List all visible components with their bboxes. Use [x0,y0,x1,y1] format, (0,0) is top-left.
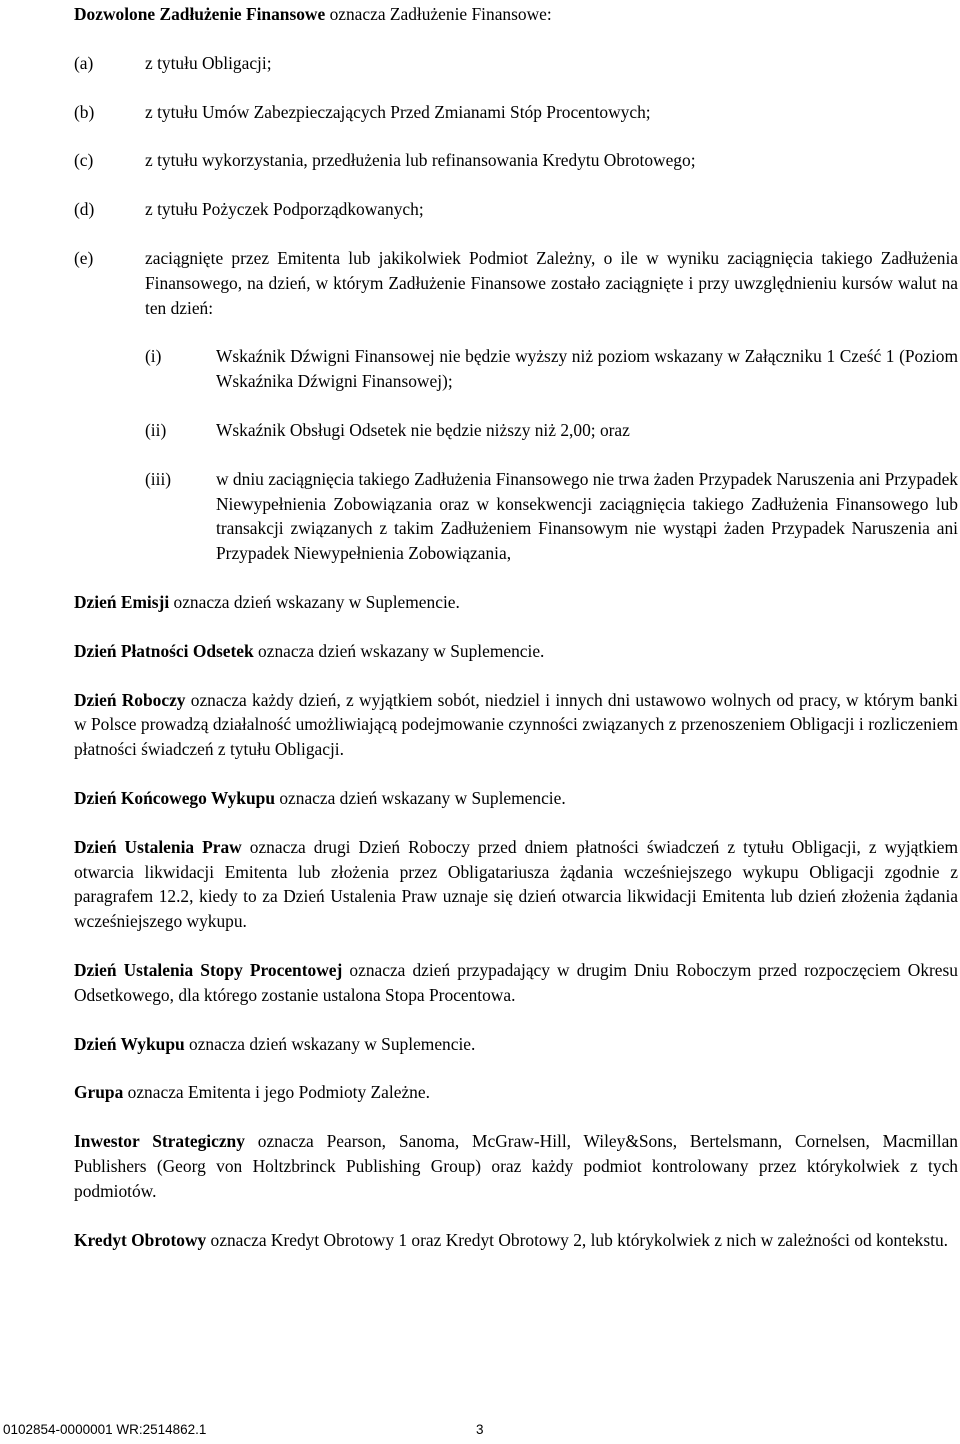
list-item-text: z tytułu Obligacji; [145,52,272,73]
sub-list-item-text: w dniu zaciągnięcia takiego Zadłużenia Finansowego nie trwa żaden Przypadek Naruszenia ani Przypadek Niewypełnienia Zobowiązania oraz w konsekwencji zaciągnięcia takiego Zadłużenia Finansowego lub transakcji związanych z takim Zadłużeniem Finansowym nie wystąpi żaden Przypadek Naruszenia ani Przypadek Niewypełnienia Zobowiązania, [216,468,958,564]
list-item-label: (d) [74,199,95,220]
definition-paragraph [74,1080,958,1105]
definition-paragraph [74,958,958,1008]
definition-term: Dzień Roboczy [74,689,186,710]
list-item [74,148,958,173]
definition-paragraph [74,1228,958,1253]
definition-text: oznacza Pearson, Sanoma, McGraw-Hill, Wiley&Sons, Bertelsmann, Cornelsen, Macmillan Publishers (Georg von Holtzbrinck Publishing Group) oraz każdy podmiot kontrolowany przez którykolwiek z tych podmiotów. [74,1131,958,1201]
definition-term: Dzień Końcowego Wykupu [74,787,275,808]
definition-term: Dzień Płatności Odsetek [74,640,254,661]
definition-term: Dzień Ustalenia Praw [74,836,242,857]
definition-text: oznacza Kredyt Obrotowy 1 oraz Kredyt Obrotowy 2, lub którykolwiek z nich w zależności od kontekstu. [206,1229,948,1250]
list-item-label: (a) [74,52,94,73]
sub-list-item-label: (ii) [145,419,167,440]
definition-term: Grupa [74,1082,124,1103]
definition-text: oznacza dzień wskazany w Suplemencie. [184,1033,476,1054]
definition-term: Kredyt Obrotowy [74,1229,207,1250]
sub-list-item [145,418,958,443]
definition-term: Inwestor Strategiczny [74,1131,245,1152]
list-item-text: z tytułu Pożyczek Podporządkowanych; [145,199,424,220]
definition-paragraph [74,590,958,615]
list-item-text: zaciągnięte przez Emitenta lub jakikolwiek Podmiot Zależny, o ile w wyniku zaciągnięcia takiego Zadłużenia Finansowego, na dzień, w którym Zadłużenie Finansowe zostało zaciągnięte i przy uwzględnieniu kursów walut na ten dzień: [145,247,958,318]
list-item-label: (b) [74,101,95,122]
definition-paragraph [74,639,958,664]
definition-text: oznacza każdy dzień, z wyjątkiem sobót, niedziel i innych dni ustawowo wolnych od pracy, w którym banki w Polsce prowadzą działalność umożliwiającą podejmowanie czynności związanych z przenoszeniem Obligacji i rozliczeniem płatności świadczeń z tytułu Obligacji. [74,689,958,760]
list-item-label: (c) [74,150,94,171]
list-item [74,246,958,320]
definition-text: oznacza dzień wskazany w Suplemencie. [275,787,566,808]
footer-page-number: 3 [476,1422,484,1437]
sub-list-item-label: (i) [145,346,162,367]
definition-text: oznacza dzień wskazany w Suplemencie. [169,591,460,612]
sub-list-item-text: Wskaźnik Dźwigni Finansowej nie będzie wyższy niż poziom wskazany w Załączniku 1 Cześć 1 (Poziom Wskaźnika Dźwigni Finansowej); [216,346,958,392]
sub-list-item [145,467,958,566]
definition-text: oznacza drugi Dzień Roboczy przed dniem płatności świadczeń z tytułu Obligacji, z wyjątkiem otwarcia likwidacji Emitenta lub złożenia przez Obligatariusza żądania wcześniejszego wykupu Obligacji zgodnie z paragrafem 12.2, kiedy to za Dzień Ustalenia Praw uznaje się dzień otwarcia likwidacji Emitenta lub dzień złożenia żądania wcześniejszego wykupu. [74,836,959,932]
definition-text: oznacza dzień wskazany w Suplemencie. [253,640,545,661]
definition-paragraph [74,1129,958,1203]
list-item-text: z tytułu wykorzystania, przedłużenia lub refinansowania Kredytu Obrotowego; [145,150,696,171]
sub-list-item [145,344,958,394]
definition-term: Dozwolone Zadłużenie Finansowe [74,4,326,24]
sub-list-item-text: Wskaźnik Obsługi Odsetek nie będzie niższy niż 2,00; oraz [216,419,630,440]
list-item [74,197,958,222]
definition-paragraph [74,1032,958,1057]
list-item-label: (e) [74,247,94,268]
definition-paragraph [74,688,958,762]
list-item-text: z tytułu Umów Zabezpieczających Przed Zmianami Stóp Procentowych; [145,101,651,122]
definition-text: oznacza Zadłużenie Finansowe: [325,4,552,24]
definition-term: Dzień Ustalenia Stopy Procentowej [74,959,343,980]
footer-doc-id: 0102854-0000001 WR:2514862.1 [3,1422,207,1437]
sub-list-item-label: (iii) [145,468,172,489]
definition-text: oznacza Emitenta i jego Podmioty Zależne. [123,1082,430,1103]
definition-paragraph [74,786,958,811]
list-item [74,100,958,125]
page-footer [3,1422,484,1438]
definition-text: oznacza dzień przypadający w drugim Dniu Roboczym przed rozpoczęciem Okresu Odsetkowego, dla którego zostanie ustalona Stopa Procentowa. [74,959,958,1005]
document-page [74,2,958,1252]
definition-term: Dzień Emisji [74,591,170,612]
definition-intro [74,2,958,27]
definition-term: Dzień Wykupu [74,1033,185,1054]
list-item [74,51,958,76]
definition-paragraph [74,835,958,934]
